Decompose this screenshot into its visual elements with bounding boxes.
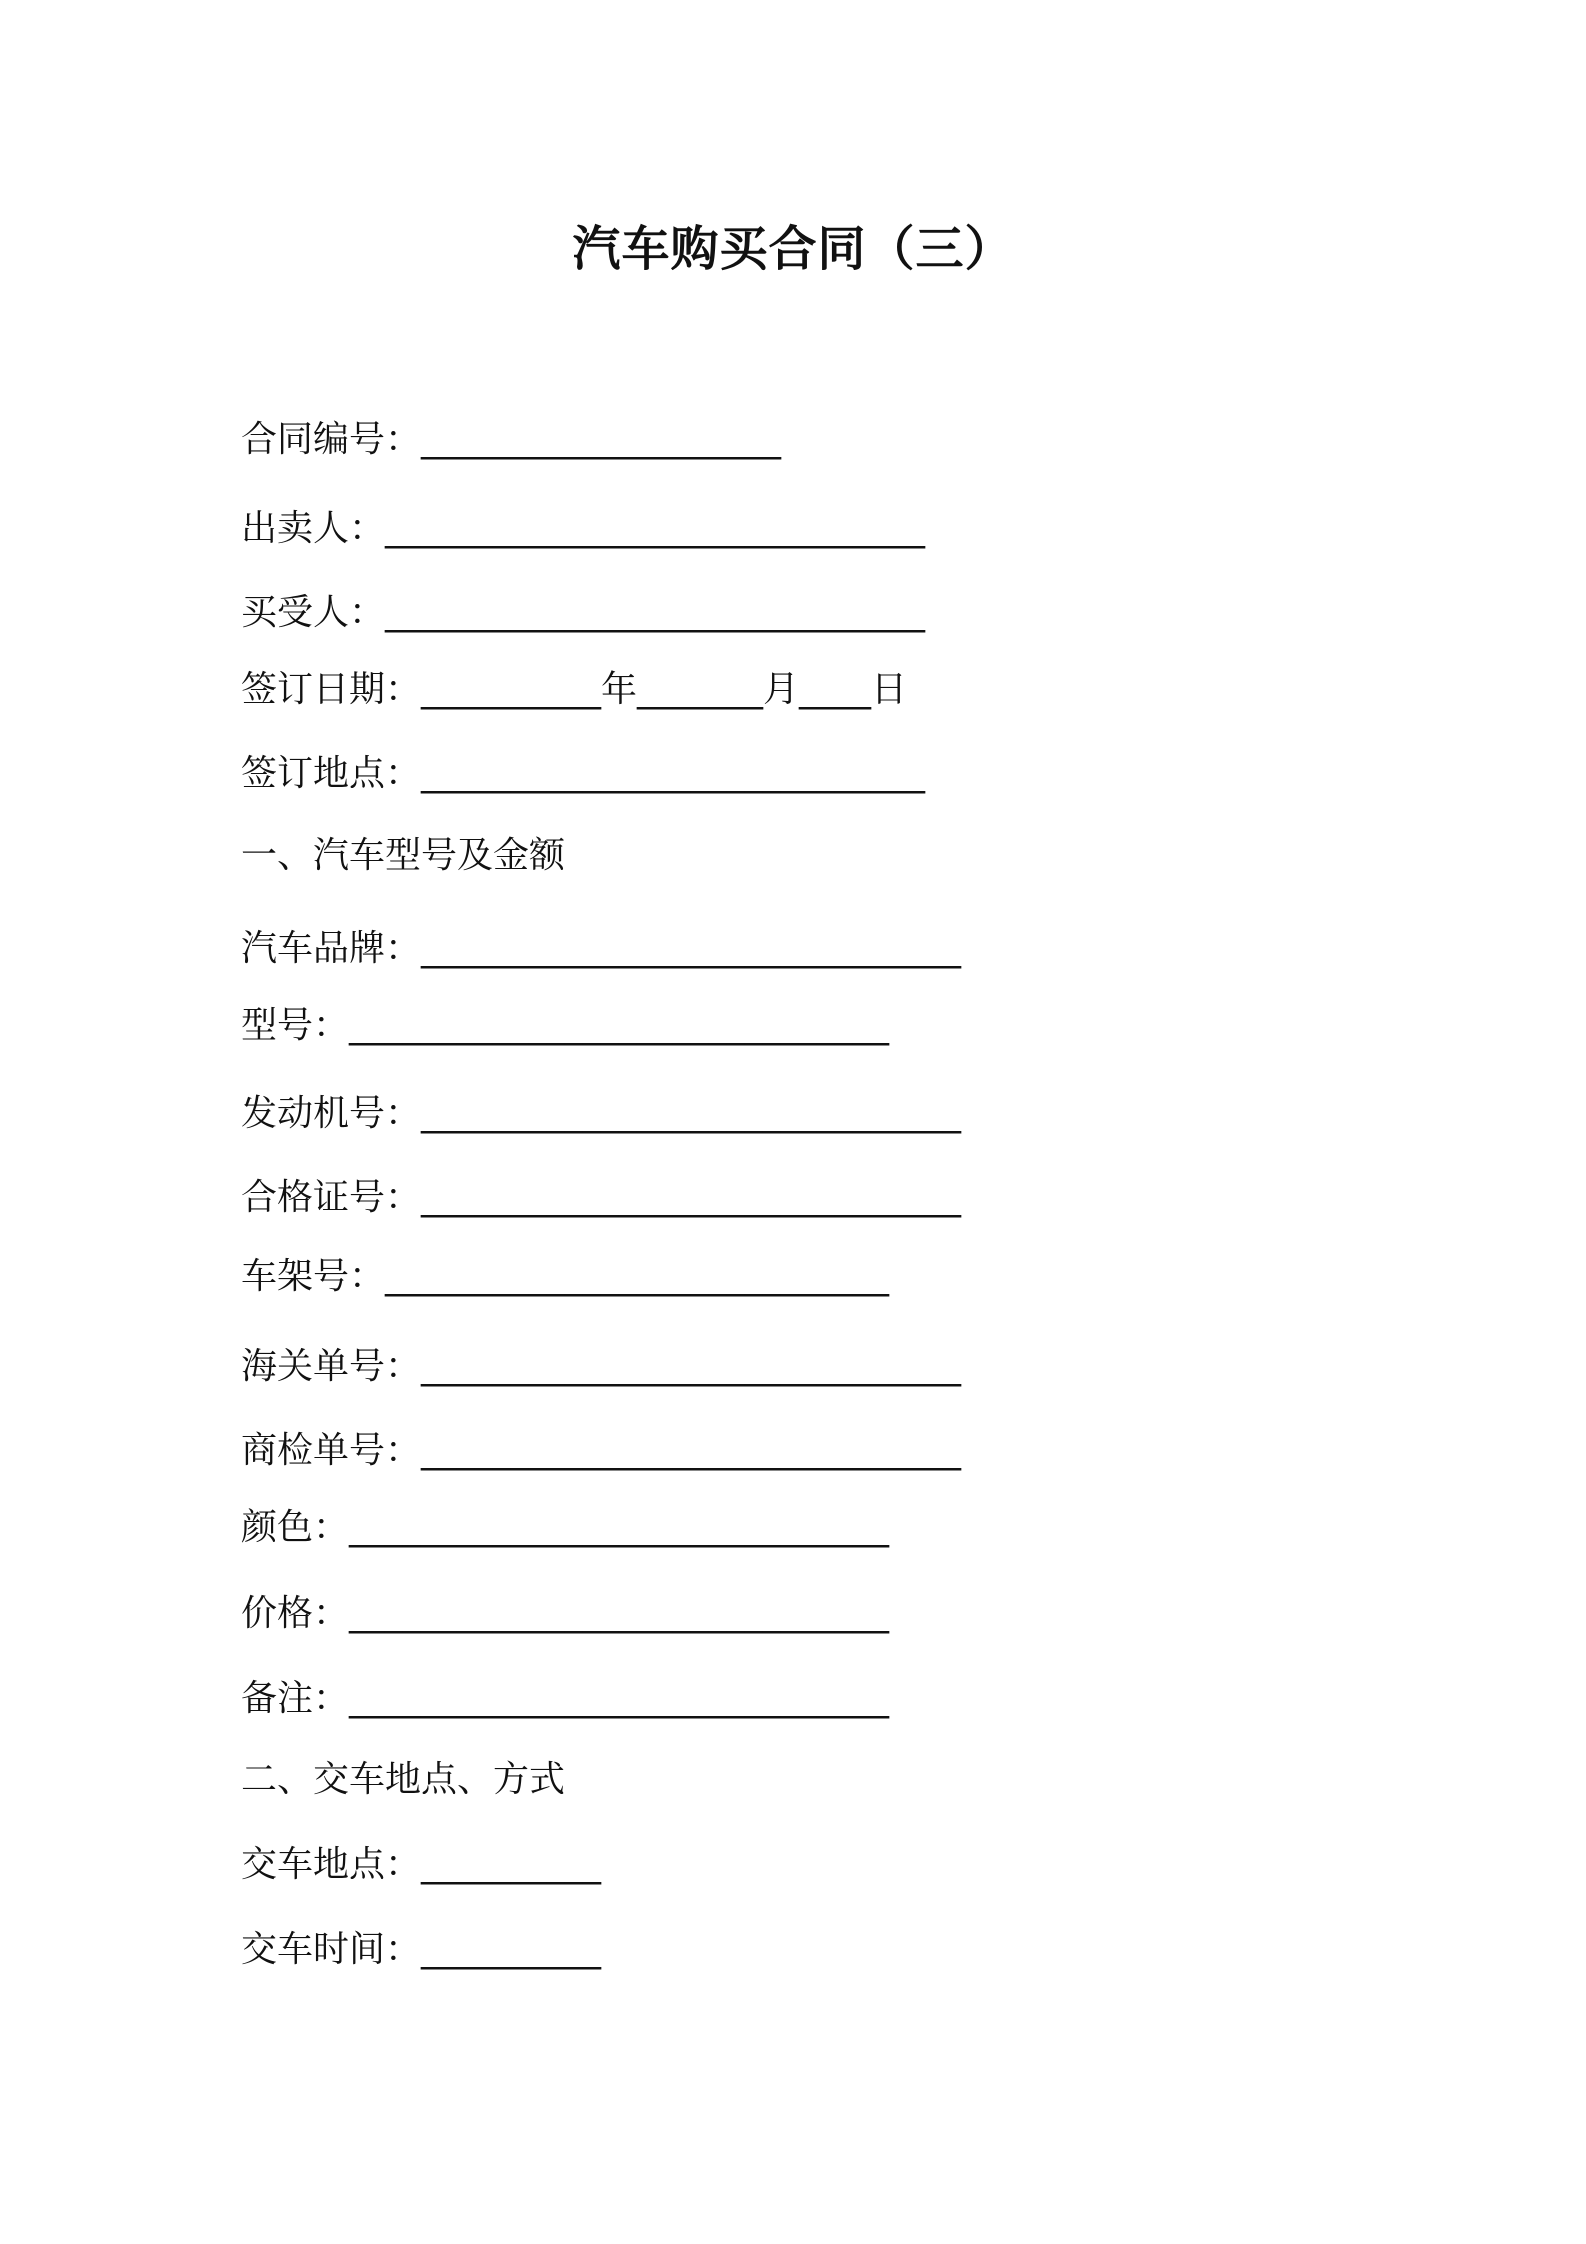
frame-number-label: 车架号： [241,1256,386,1297]
brand-line [241,925,961,973]
sign-place-line [241,750,925,798]
model-label: 型号： [241,1005,350,1046]
inspection-number-blank[interactable]: ______________________________ [421,1430,962,1471]
inspection-number-label: 商检单号： [241,1430,422,1471]
color-label: 颜色： [241,1507,350,1548]
certificate-number-label: 合格证号： [241,1177,422,1218]
delivery-time-line [241,1926,601,1974]
document-title: 汽车购买合同（三） [572,221,1014,277]
contract-number-blank[interactable]: ____________________ [421,419,782,460]
year-unit: 年 [601,669,638,710]
price-label: 价格： [241,1593,350,1634]
contract-number-label: 合同编号： [241,419,422,460]
seller-line [241,505,925,553]
customs-number-line [241,1343,961,1391]
remarks-line [241,1675,889,1723]
remarks-label: 备注： [241,1678,350,1719]
model-line [241,1002,889,1050]
month-unit: 月 [763,669,800,710]
buyer-blank[interactable]: ______________________________ [385,592,926,633]
sign-date-day-blank[interactable]: ____ [799,669,872,710]
engine-number-label: 发动机号： [241,1093,422,1134]
price-blank[interactable]: ______________________________ [349,1593,890,1634]
price-line [241,1590,889,1638]
delivery-place-blank[interactable]: __________ [421,1844,602,1885]
color-line [241,1504,889,1552]
sign-date-month-blank[interactable]: _______ [637,669,764,710]
frame-number-line [241,1253,889,1301]
customs-number-label: 海关单号： [241,1346,422,1387]
frame-number-blank[interactable]: ____________________________ [385,1256,890,1297]
certificate-number-blank[interactable]: ______________________________ [421,1177,962,1218]
sign-date-label: 签订日期： [241,669,422,710]
color-blank[interactable]: ______________________________ [349,1507,890,1548]
certificate-number-line [241,1174,961,1222]
delivery-place-line [241,1841,601,1889]
delivery-place-label: 交车地点： [241,1844,422,1885]
brand-blank[interactable]: ______________________________ [421,928,962,969]
buyer-line [241,589,925,637]
contract-number-line [241,416,781,464]
brand-label: 汽车品牌： [241,928,422,969]
engine-number-line [241,1090,961,1138]
inspection-number-line [241,1427,961,1475]
sign-place-blank[interactable]: ____________________________ [421,753,926,794]
sign-date-line [241,666,907,714]
delivery-time-blank[interactable]: __________ [421,1929,602,1970]
day-unit: 日 [871,669,908,710]
remarks-blank[interactable]: ______________________________ [349,1678,890,1719]
sign-date-year-blank[interactable]: __________ [421,669,602,710]
section-1-heading: 一、汽车型号及金额 [241,835,566,876]
seller-label: 出卖人： [241,508,386,549]
seller-blank[interactable]: ______________________________ [385,508,926,549]
section-2-heading: 二、交车地点、方式 [241,1759,566,1800]
sign-place-label: 签订地点： [241,753,422,794]
model-blank[interactable]: ______________________________ [349,1005,890,1046]
engine-number-blank[interactable]: ______________________________ [421,1093,962,1134]
buyer-label: 买受人： [241,592,386,633]
delivery-time-label: 交车时间： [241,1929,422,1970]
customs-number-blank[interactable]: ______________________________ [421,1346,962,1387]
